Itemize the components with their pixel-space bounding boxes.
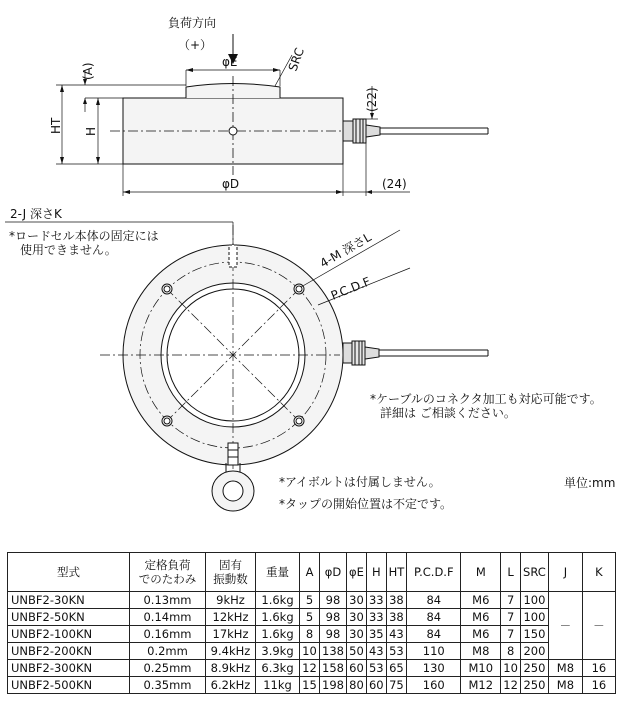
table-row: UNBF2-100KN 0.16mm 17kHz 1.6kg 8 98 30 35 43 84 M6 7 150 — [8, 626, 616, 643]
dim-phiD: φD — [222, 177, 240, 191]
spec-table — [7, 552, 616, 694]
header-model: 型式 — [8, 553, 130, 592]
table-row: UNBF2-300KN 0.25mm 8.9kHz 6.3kg 12 158 60 53 65 130 M10 10 250 M8 16 — [8, 660, 616, 677]
header-phiE: φE — [346, 553, 366, 592]
header-SRC: SRC — [520, 553, 548, 592]
header-L: L — [501, 553, 521, 592]
header-deflection: 定格負荷 でのたわみ — [130, 553, 206, 592]
dim-HT: HT — [49, 117, 63, 134]
dim-H: H — [84, 126, 98, 136]
header-H: H — [366, 553, 386, 592]
dim-24: (24) — [382, 177, 407, 191]
top-view — [5, 222, 488, 511]
header-phiD: φD — [320, 553, 347, 592]
note-fixing-line1: *ロードセル本体の固定には — [9, 229, 159, 243]
dim-A: (A) — [81, 62, 95, 80]
header-natural-frequency: 固有 振動数 — [206, 553, 256, 592]
table-row: UNBF2-200KN 0.2mm 9.4kHz 3.9kg 10 138 50 43 53 110 M8 8 200 — [8, 643, 616, 660]
load-sign: （+） — [178, 38, 213, 52]
cell-J-dash: － — [548, 592, 582, 660]
cell-K-dash: － — [582, 592, 615, 660]
note-tap: *タップの開始位置は不定です。 — [279, 497, 453, 511]
dim-22: (22) — [365, 87, 379, 112]
note-eyebolt: *アイボルトは付属しません。 — [279, 475, 441, 489]
note-cable-line1: *ケーブルのコネクタ加工も対応可能です。 — [370, 392, 602, 406]
table-header-row — [8, 553, 616, 592]
side-view — [56, 34, 488, 196]
mounting-hole-icon — [162, 284, 172, 294]
note-fixing-line2: 使用できません。 — [20, 243, 117, 257]
dim-SRC: SRC — [285, 45, 307, 74]
load-direction-label: 負荷方向 — [168, 16, 217, 30]
header-HT: HT — [386, 553, 407, 592]
unit-label: 単位:mm — [564, 476, 616, 490]
header-PCDF: P.C.D.F — [407, 553, 461, 592]
hole-4M-label: 4-M 深さL — [317, 230, 374, 271]
header-A: A — [300, 553, 320, 592]
note-cable-line2: 詳細は ご相談ください。 — [380, 406, 516, 420]
table-row: UNBF2-500KN 0.35mm 6.2kHz 11kg 15 198 80 60 75 160 M12 12 250 M8 16 — [8, 677, 616, 694]
mounting-hole-icon — [294, 416, 304, 426]
hole-2J-label: 2-J 深さK — [10, 207, 62, 221]
pcd-label: P.C.D.F — [328, 274, 373, 303]
dim-phiE: φE — [222, 55, 238, 69]
header-weight: 重量 — [256, 553, 300, 592]
table-row: UNBF2-50KN 0.14mm 12kHz 1.6kg 5 98 30 33 38 84 M6 7 100 — [8, 609, 616, 626]
header-K: K — [582, 553, 615, 592]
header-M: M — [461, 553, 501, 592]
table-row: UNBF2-30KN 0.13mm 9kHz 1.6kg 5 98 30 33 38 84 M6 7 100 － － — [8, 592, 616, 609]
header-J: J — [548, 553, 582, 592]
mounting-hole-icon — [294, 284, 304, 294]
mounting-hole-icon — [162, 416, 172, 426]
